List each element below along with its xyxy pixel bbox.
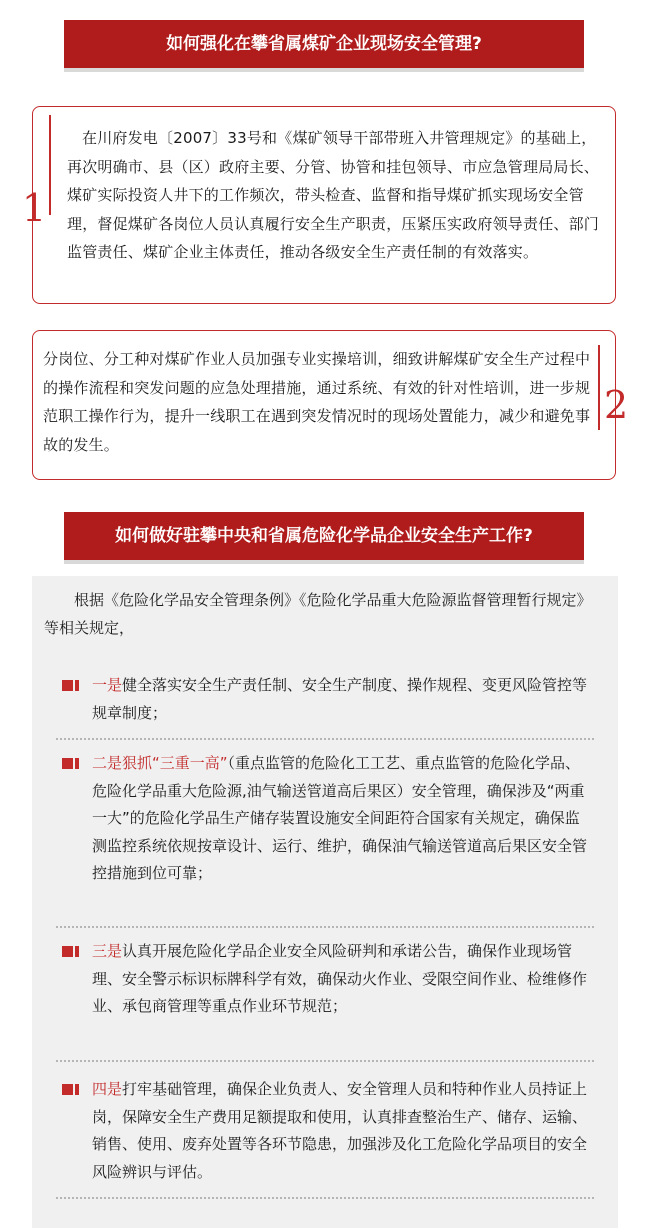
- measure-number-1: 1: [22, 186, 47, 230]
- hazchem-point-3-body: 认真开展危险化学品企业安全风险研判和承诺公告，确保作业现场管理、安全警示标识标牌科学有效，确保动火作业、受限空间作业、检维修作业、承包商管理等重点作业环节规范；: [92, 942, 588, 1015]
- measure-2-accent-line: [598, 345, 600, 430]
- section2-title-banner: [64, 512, 584, 560]
- measure-text-2: 分岗位、分工种对煤矿作业人员加强专业实操培训，细致讲解煤矿安全生产过程中的操作流程和突发问题的应急处理措施，通过系统、有效的针对性培训，进一步规范职工操作行为，提升一线职工在遇到突发情况时的现场处置能力，减少和避免事故的发生。: [43, 350, 591, 454]
- dotted-divider: [56, 738, 594, 740]
- measure-text-1: 在川府发电〔2007〕33号和《煤矿领导干部带班入井管理规定》的基础上，再次明确市、县（区）政府主要、分管、协管和挂包领导、市应急管理局局长、煤矿实际投资人井下的工作频次，带头检查、监督和指导煤矿抓实现场安全管理，督促煤矿各岗位人员认真履行安全生产职责，压紧压实政府领导责任、部门监管责任、煤矿企业主体责任，推动各级安全生产责任制的有效落实。: [67, 129, 600, 261]
- hazchem-point-2-body: （重点监管的危险化工工艺、重点监管的危险化学品、危险化学品重大危险源,油气输送管道高后果区）安全管理，确保涉及“两重一大”的危险化学品生产储存装置设施安全间距符合国家有关规定，确保监测监控系统依规按章设计、运行、维护，确保油气输送管道高后果区安全管控措施到位可靠；: [92, 754, 588, 882]
- hazchem-panel: [32, 576, 618, 1228]
- section2-title: 如何做好驻攀中央和省属危险化学品企业安全生产工作?: [115, 526, 533, 546]
- square-bullet-icon: [62, 758, 73, 769]
- hazchem-point-1-text: [92, 672, 592, 727]
- hazchem-point-2-lead: 二是狠抓“三重一高”: [92, 754, 228, 772]
- hazchem-point-3-text: [92, 938, 592, 1021]
- hazchem-point-1-body: 健全落实安全生产责任制、安全生产制度、操作规程、变更风险管控等规章制度；: [92, 676, 588, 722]
- measure-number-2: 2: [604, 383, 629, 427]
- hazchem-point-3-lead: 三是: [92, 942, 123, 960]
- section1-title-banner: [64, 20, 584, 68]
- hazchem-point-4-lead: 四是: [92, 1080, 123, 1098]
- hazchem-point-4-text: [92, 1076, 592, 1186]
- hazchem-intro: 根据《危险化学品安全管理条例》《危险化学品重大危险源监督管理暂行规定》等相关规定，: [44, 591, 592, 637]
- section1-title: 如何强化在攀省属煤矿企业现场安全管理?: [166, 34, 482, 54]
- hazchem-point-1-lead: 一是: [92, 676, 123, 694]
- dotted-divider: [56, 926, 594, 928]
- measure-card-1: [32, 106, 616, 304]
- square-bullet-icon: [62, 946, 73, 957]
- measure-card-2: [32, 330, 616, 480]
- hazchem-point-4-body: 打牢基础管理，确保企业负责人、安全管理人员和特种作业人员持证上岗，保障安全生产费用足额提取和使用，认真排查整治生产、储存、运输、销售、使用、废弃处置等各环节隐患，加强涉及化工危险化学品项目的安全风险辨识与评估。: [92, 1080, 588, 1181]
- dotted-divider: [56, 1060, 594, 1062]
- square-bullet-icon: [62, 680, 73, 691]
- dotted-divider: [56, 1197, 594, 1199]
- square-bullet-icon: [62, 1084, 73, 1095]
- hazchem-point-2-text: [92, 750, 592, 888]
- measure-1-accent-line: [49, 115, 51, 215]
